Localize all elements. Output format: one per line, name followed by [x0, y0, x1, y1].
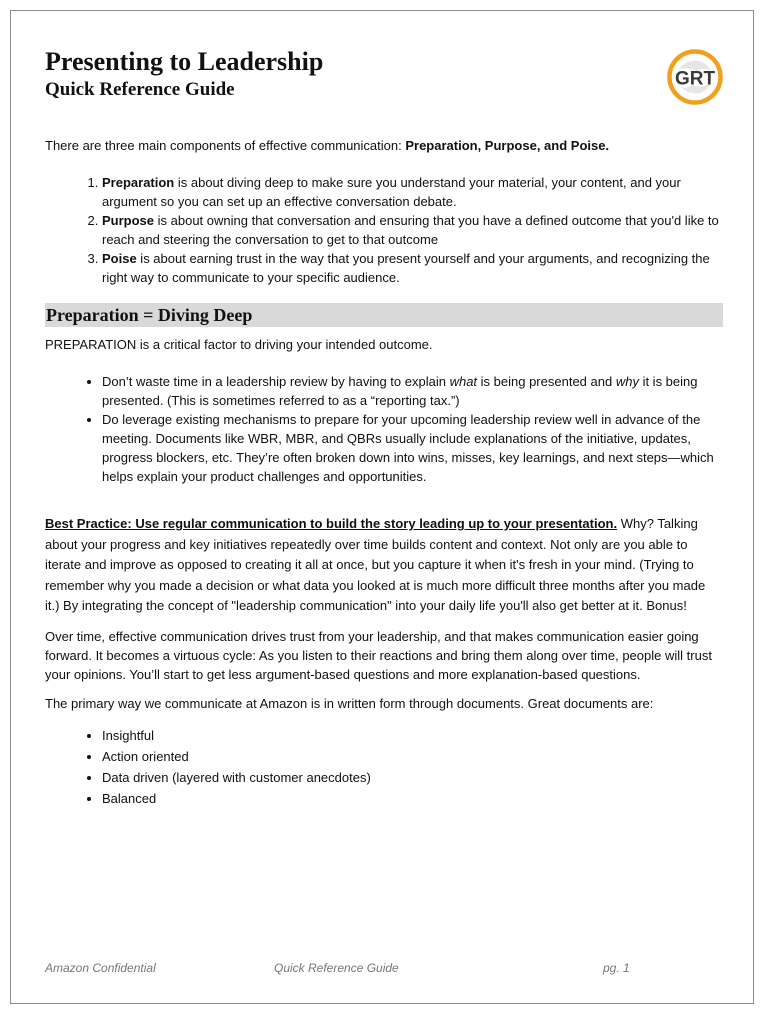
footer-confidential: Amazon Confidential: [45, 961, 156, 975]
section-heading: Preparation = Diving Deep: [45, 303, 723, 327]
list-item: • Insightful: [102, 725, 723, 746]
list-item: 2. Purpose is about owning that conversation and ensuring that you have a defined outcome that you'd like to reach and steering the conversation to get to that outcome: [102, 211, 723, 249]
list-item: • Balanced: [102, 788, 723, 809]
document-title: Presenting to Leadership: [45, 47, 324, 76]
list-item: • Data driven (layered with customer anecdotes): [102, 767, 723, 788]
trust-paragraph: Over time, effective communication drives trust from your leadership, and that makes communication easier going forward. It becomes a virtuous cycle: As you listen to their reactions and bring them along over time, people will trust your opinions. You’ll start to get less argument-based questions and more explanation-based questions.: [45, 628, 712, 682]
documents-intro: The primary way we communicate at Amazon is in written form through documents. Great documents are:: [45, 695, 654, 711]
intro-emphasis: Preparation, Purpose, and Poise.: [405, 138, 610, 153]
components-list: [45, 173, 723, 287]
list-item: • Don’t waste time in a leadership review by having to explain what is being presented and why it is being presented. (This is sometimes referred to as a “reporting tax.”): [102, 372, 723, 410]
footer-page-number: pg. 1: [603, 961, 630, 975]
intro-paragraph: There are three main components of effective communication: Preparation, Purpose, and Poise.: [45, 138, 610, 153]
list-item: 1. Preparation is about diving deep to make sure you understand your material, your content, and your argument so you can set up an effective conversation debate.: [102, 173, 723, 211]
preparation-bullets: [45, 372, 723, 486]
list-item: • Do leverage existing mechanisms to prepare for your upcoming leadership review well in advance of the meeting. Documents like WBR, MBR, and QBRs usually include explanations of the initiative, updates, progress blockers, etc. They’re often broken down into wins, misses, key learnings, and next steps—which helps explain your product challenges and opportunities.: [102, 410, 723, 486]
best-practice-label: Best Practice: Use regular communication to build the story leading up to your presentation.: [45, 516, 618, 531]
list-item: 3. Poise is about earning trust in the way that you present yourself and your arguments, and recognizing the right way to communicate to your specific audience.: [102, 249, 723, 287]
footer-guide-name: Quick Reference Guide: [274, 961, 399, 975]
best-practice-paragraph: Best Practice: Use regular communication to build the story leading up to your presentation. Why? Talking about your progress and key initiatives repeatedly over time builds content and context. Not only are you able to iterate and improve as opposed to creating it all at once, but you capture it when it's fresh in your mind. (Trying to remember why you made a decision or what data you looked at is much more difficult three months after you made it.) By integrating the concept of "leadership communication" into your daily life you'll also get better at it. Bonus!: [45, 516, 706, 613]
document-qualities-list: [45, 725, 723, 809]
preparation-lead: PREPARATION is a critical factor to driving your intended outcome.: [45, 337, 433, 352]
document-subtitle: Quick Reference Guide: [45, 79, 235, 100]
list-item: • Action oriented: [102, 746, 723, 767]
grt-logo: [667, 49, 723, 105]
svg-text:GRT: GRT: [674, 68, 716, 90]
document-body: [45, 136, 723, 809]
